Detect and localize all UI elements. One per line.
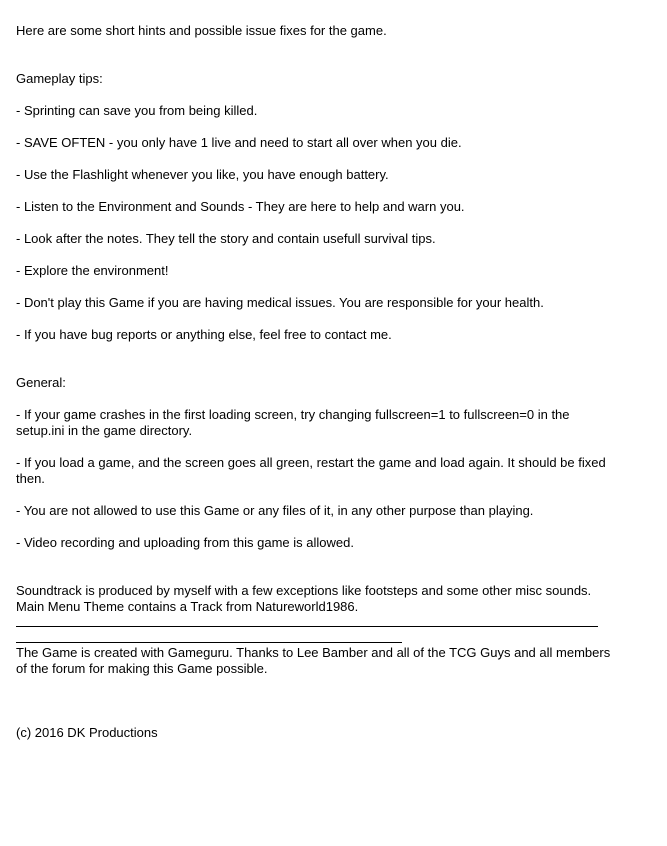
gameplay-tip: - Don't play this Game if you are having medical issues. You are responsible for your health.: [16, 295, 544, 310]
intro-text: Here are some short hints and possible issue fixes for the game.: [16, 23, 387, 38]
gameplay-tip: - Listen to the Environment and Sounds - They are here to help and warn you.: [16, 199, 465, 214]
soundtrack-text: Main Menu Theme contains a Track from Natureworld1986.: [16, 599, 359, 614]
general-item: - If your game crashes in the first loading screen, try changing fullscreen=1 to fullscreen=0 in the setup.ini in the game directory.: [16, 407, 570, 438]
copyright-text: (c) 2016 DK Productions: [16, 725, 158, 740]
gameplay-tip: - Sprinting can save you from being killed.: [16, 103, 258, 118]
gameplay-tip: - SAVE OFTEN - you only have 1 live and need to start all over when you die.: [16, 135, 462, 150]
soundtrack-text: Soundtrack is produced by myself with a few exceptions like footsteps and some other misc sounds.: [16, 583, 592, 598]
credits-text: The Game is created with Gameguru. Thanks to Lee Bamber and all of the TCG Guys and all members of the forum for making this Game possible.: [16, 645, 611, 676]
readme-document: [16, 23, 616, 741]
gameplay-tip: - If you have bug reports or anything else, feel free to contact me.: [16, 327, 392, 342]
general-item: - If you load a game, and the screen goes all green, restart the game and load again. It should be fixed then.: [16, 455, 606, 486]
general-item: - Video recording and uploading from this game is allowed.: [16, 535, 354, 550]
gameplay-heading: Gameplay tips:: [16, 71, 103, 86]
general-heading: General:: [16, 375, 66, 390]
divider-long: [16, 626, 598, 627]
gameplay-tip: - Use the Flashlight whenever you like, you have enough battery.: [16, 167, 389, 182]
divider-short: [16, 642, 402, 643]
gameplay-tip: - Look after the notes. They tell the story and contain usefull survival tips.: [16, 231, 436, 246]
general-item: - You are not allowed to use this Game or any files of it, in any other purpose than playing.: [16, 503, 534, 518]
gameplay-tip: - Explore the environment!: [16, 263, 169, 278]
